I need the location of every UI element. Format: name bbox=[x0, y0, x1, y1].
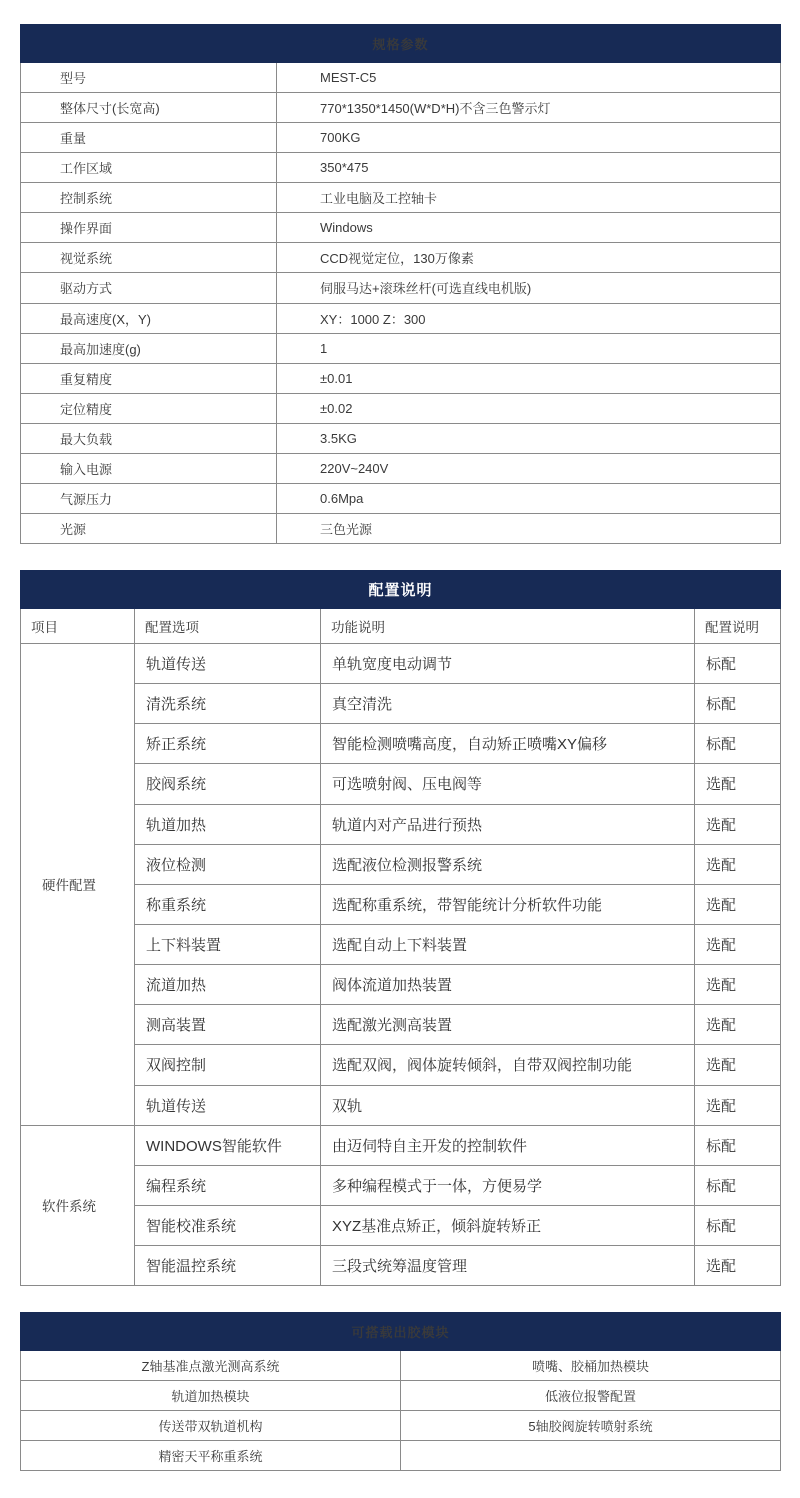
config-row bbox=[21, 1005, 781, 1045]
spec-row bbox=[21, 363, 781, 393]
config-option: 清洗系统 bbox=[135, 684, 321, 724]
config-option: 液位检测 bbox=[135, 844, 321, 884]
module-row bbox=[21, 1441, 781, 1471]
module-item: 传送带双轨道机构 bbox=[21, 1411, 401, 1441]
config-description: 三段式统筹温度管理 bbox=[321, 1246, 695, 1286]
config-status: 选配 bbox=[695, 1045, 781, 1085]
config-status: 标配 bbox=[695, 644, 781, 684]
spec-row bbox=[21, 63, 781, 93]
config-row bbox=[21, 804, 781, 844]
spec-key: 整体尺寸(长宽高) bbox=[21, 93, 277, 123]
spec-value: 350*475 bbox=[277, 153, 781, 183]
config-status: 选配 bbox=[695, 884, 781, 924]
header-function: 功能说明 bbox=[321, 609, 695, 644]
spec-key: 型号 bbox=[21, 63, 277, 93]
config-group-label: 硬件配置 bbox=[21, 644, 135, 1126]
spec-value: ±0.01 bbox=[277, 363, 781, 393]
config-option: 智能温控系统 bbox=[135, 1246, 321, 1286]
config-row bbox=[21, 884, 781, 924]
module-item: 喷嘴、胶桶加热模块 bbox=[401, 1351, 781, 1381]
config-row bbox=[21, 924, 781, 964]
spec-key: 最高速度(X，Y) bbox=[21, 303, 277, 333]
header-status: 配置说明 bbox=[695, 609, 781, 644]
config-option: 轨道传送 bbox=[135, 644, 321, 684]
config-description: 阀体流道加热装置 bbox=[321, 965, 695, 1005]
spec-value: 伺服马达+滚珠丝杆(可选直线电机版) bbox=[277, 273, 781, 303]
spec-value: 1 bbox=[277, 333, 781, 363]
spec-value: Windows bbox=[277, 213, 781, 243]
config-row bbox=[21, 684, 781, 724]
spec-table bbox=[20, 24, 781, 544]
config-row bbox=[21, 1125, 781, 1165]
config-status: 标配 bbox=[695, 684, 781, 724]
header-item: 项目 bbox=[21, 609, 135, 644]
config-status: 选配 bbox=[695, 844, 781, 884]
module-row bbox=[21, 1381, 781, 1411]
spec-key: 驱动方式 bbox=[21, 273, 277, 303]
config-status: 选配 bbox=[695, 1005, 781, 1045]
config-description: 可选喷射阀、压电阀等 bbox=[321, 764, 695, 804]
spec-row bbox=[21, 273, 781, 303]
spec-row bbox=[21, 333, 781, 363]
config-title: 配置说明 bbox=[21, 571, 781, 609]
spec-row bbox=[21, 153, 781, 183]
spec-title: 规格参数 bbox=[21, 25, 781, 63]
spec-key: 重量 bbox=[21, 123, 277, 153]
config-option: 矫正系统 bbox=[135, 724, 321, 764]
config-option: 胶阀系统 bbox=[135, 764, 321, 804]
spec-value: CCD视觉定位，130万像素 bbox=[277, 243, 781, 273]
config-status: 选配 bbox=[695, 1085, 781, 1125]
spec-key: 光源 bbox=[21, 513, 277, 543]
config-group-label: 软件系统 bbox=[21, 1125, 135, 1286]
config-description: 选配自动上下料装置 bbox=[321, 924, 695, 964]
config-option: 双阀控制 bbox=[135, 1045, 321, 1085]
module-row bbox=[21, 1351, 781, 1381]
config-status: 选配 bbox=[695, 924, 781, 964]
config-row bbox=[21, 764, 781, 804]
config-option: 轨道加热 bbox=[135, 804, 321, 844]
spec-key: 操作界面 bbox=[21, 213, 277, 243]
spec-row bbox=[21, 183, 781, 213]
spec-key: 控制系统 bbox=[21, 183, 277, 213]
spec-key: 定位精度 bbox=[21, 393, 277, 423]
config-description: 选配激光测高装置 bbox=[321, 1005, 695, 1045]
spec-value: 770*1350*1450(W*D*H)不含三色警示灯 bbox=[277, 93, 781, 123]
config-row bbox=[21, 644, 781, 684]
spec-row bbox=[21, 243, 781, 273]
config-status: 选配 bbox=[695, 764, 781, 804]
config-description: 单轨宽度电动调节 bbox=[321, 644, 695, 684]
config-row bbox=[21, 1205, 781, 1245]
config-description: 真空清洗 bbox=[321, 684, 695, 724]
spec-row bbox=[21, 423, 781, 453]
config-row bbox=[21, 965, 781, 1005]
config-option: 智能校准系统 bbox=[135, 1205, 321, 1245]
config-row bbox=[21, 724, 781, 764]
config-status: 选配 bbox=[695, 965, 781, 1005]
config-description: 选配双阀，阀体旋转倾斜，自带双阀控制功能 bbox=[321, 1045, 695, 1085]
header-option: 配置选项 bbox=[135, 609, 321, 644]
config-description: 智能检测喷嘴高度，自动矫正喷嘴XY偏移 bbox=[321, 724, 695, 764]
module-item bbox=[401, 1441, 781, 1471]
config-row bbox=[21, 844, 781, 884]
spec-row bbox=[21, 513, 781, 543]
module-item: Z轴基准点激光测高系统 bbox=[21, 1351, 401, 1381]
config-status: 标配 bbox=[695, 724, 781, 764]
module-row bbox=[21, 1411, 781, 1441]
config-description: 双轨 bbox=[321, 1085, 695, 1125]
module-item: 轨道加热模块 bbox=[21, 1381, 401, 1411]
spec-value: MEST-C5 bbox=[277, 63, 781, 93]
config-table bbox=[20, 570, 781, 1286]
config-status: 选配 bbox=[695, 804, 781, 844]
config-status: 标配 bbox=[695, 1125, 781, 1165]
spec-key: 最大负载 bbox=[21, 423, 277, 453]
spec-value: 700KG bbox=[277, 123, 781, 153]
config-option: WINDOWS智能软件 bbox=[135, 1125, 321, 1165]
spec-key: 气源压力 bbox=[21, 483, 277, 513]
spec-key: 最高加速度(g) bbox=[21, 333, 277, 363]
spec-value: 三色光源 bbox=[277, 513, 781, 543]
config-description: 轨道内对产品进行预热 bbox=[321, 804, 695, 844]
spec-value: 3.5KG bbox=[277, 423, 781, 453]
config-option: 轨道传送 bbox=[135, 1085, 321, 1125]
config-description: 选配液位检测报警系统 bbox=[321, 844, 695, 884]
config-option: 编程系统 bbox=[135, 1165, 321, 1205]
modules-title: 可搭载出胶模块 bbox=[21, 1313, 781, 1351]
spec-value: 0.6Mpa bbox=[277, 483, 781, 513]
config-description: 选配称重系统，带智能统计分析软件功能 bbox=[321, 884, 695, 924]
spec-row bbox=[21, 393, 781, 423]
modules-table bbox=[20, 1312, 781, 1471]
spec-value: ±0.02 bbox=[277, 393, 781, 423]
module-item: 精密天平称重系统 bbox=[21, 1441, 401, 1471]
config-option: 测高装置 bbox=[135, 1005, 321, 1045]
spec-row bbox=[21, 483, 781, 513]
spec-key: 视觉系统 bbox=[21, 243, 277, 273]
module-item: 低液位报警配置 bbox=[401, 1381, 781, 1411]
spec-value: XY：1000 Z：300 bbox=[277, 303, 781, 333]
config-description: 多种编程模式于一体，方便易学 bbox=[321, 1165, 695, 1205]
spec-value: 工业电脑及工控轴卡 bbox=[277, 183, 781, 213]
config-option: 上下料装置 bbox=[135, 924, 321, 964]
spec-row bbox=[21, 123, 781, 153]
config-status: 选配 bbox=[695, 1246, 781, 1286]
spec-row bbox=[21, 453, 781, 483]
config-row bbox=[21, 1246, 781, 1286]
config-option: 流道加热 bbox=[135, 965, 321, 1005]
config-row bbox=[21, 1165, 781, 1205]
spec-value: 220V~240V bbox=[277, 453, 781, 483]
config-row bbox=[21, 1045, 781, 1085]
config-header-row bbox=[21, 609, 781, 644]
config-description: 由迈伺特自主开发的控制软件 bbox=[321, 1125, 695, 1165]
config-row bbox=[21, 1085, 781, 1125]
spec-key: 重复精度 bbox=[21, 363, 277, 393]
spec-row bbox=[21, 93, 781, 123]
module-item: 5轴胶阀旋转喷射系统 bbox=[401, 1411, 781, 1441]
spec-row bbox=[21, 303, 781, 333]
config-option: 称重系统 bbox=[135, 884, 321, 924]
spec-key: 输入电源 bbox=[21, 453, 277, 483]
spec-row bbox=[21, 213, 781, 243]
config-status: 标配 bbox=[695, 1205, 781, 1245]
config-description: XYZ基准点矫正，倾斜旋转矫正 bbox=[321, 1205, 695, 1245]
config-status: 标配 bbox=[695, 1165, 781, 1205]
spec-key: 工作区域 bbox=[21, 153, 277, 183]
